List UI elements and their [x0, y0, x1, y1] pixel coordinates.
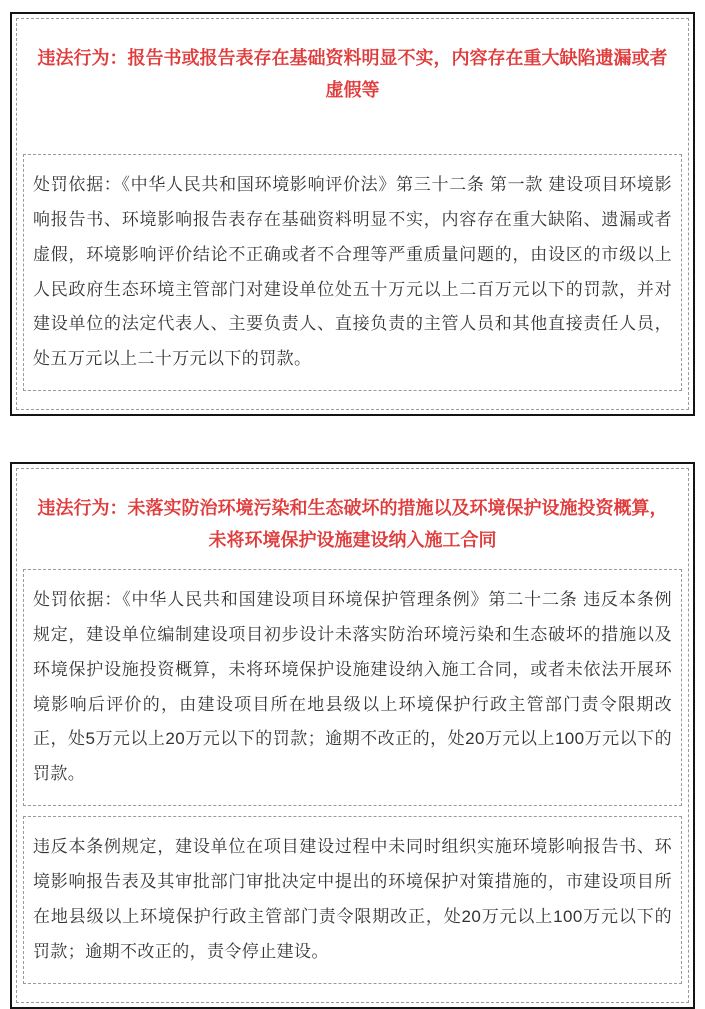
violation-card-2 [10, 462, 695, 1008]
penalty-basis-box-3 [23, 816, 682, 983]
violation-card-1 [10, 12, 695, 416]
penalty-basis-box-1 [23, 154, 682, 391]
violation-card-2-inner [16, 468, 689, 1002]
violation-card-1-inner [16, 18, 689, 410]
penalty-basis-text-3: 违反本条例规定，建设单位在项目建设过程中未同时组织实施环境影响报告书、环境影响报告表及其审批部门审批决定中提出的环境保护对策措施的，市建设项目所在地县级以上环境保护行政主管部门责令限期改正，处20万元以上100万元以下的罚款；逾期不改正的，责令停止建设。 [33, 837, 672, 961]
penalty-basis-text-2: 处罚依据：《中华人民共和国建设项目环境保护管理条例》第二十二条 违反本条例规定，建设单位编制建设项目初步设计未落实防治环境污染和生态破坏的措施以及环境保护设施投资概算，未将环境保护设施建设纳入施工合同，或者未依法开展环境影响后评价的，由建设项目所在地县级以上环境保护行政主管部门责令限期改正，处5万元以上20万元以下的罚款；逾期不改正的，处20万元以上100万元以下的罚款。 [33, 590, 672, 784]
violation-title-2: 违法行为：未落实防治环境污染和生态破坏的措施以及环境保护设施投资概算，未将环境保护设施建设纳入施工合同 [37, 498, 668, 550]
violation-title-1: 违法行为：报告书或报告表存在基础资料明显不实，内容存在重大缺陷遗漏或者虚假等 [37, 48, 668, 100]
penalty-basis-text-1: 处罚依据：《中华人民共和国环境影响评价法》第三十二条 第一款 建设项目环境影响报告书、环境影响报告表存在基础资料明显不实，内容存在重大缺陷、遗漏或者虚假，环境影响评价结论不正确或者不合理等严重质量问题的，由设区的市级以上人民政府生态环境主管部门对建设单位处五十万元以上二百万元以下的罚款，并对建设单位的法定代表人、主要负责人、直接负责的主管人员和其他直接责任人员，处五万元以上二十万元以下的罚款。 [33, 175, 672, 369]
penalty-basis-box-2 [23, 569, 682, 806]
